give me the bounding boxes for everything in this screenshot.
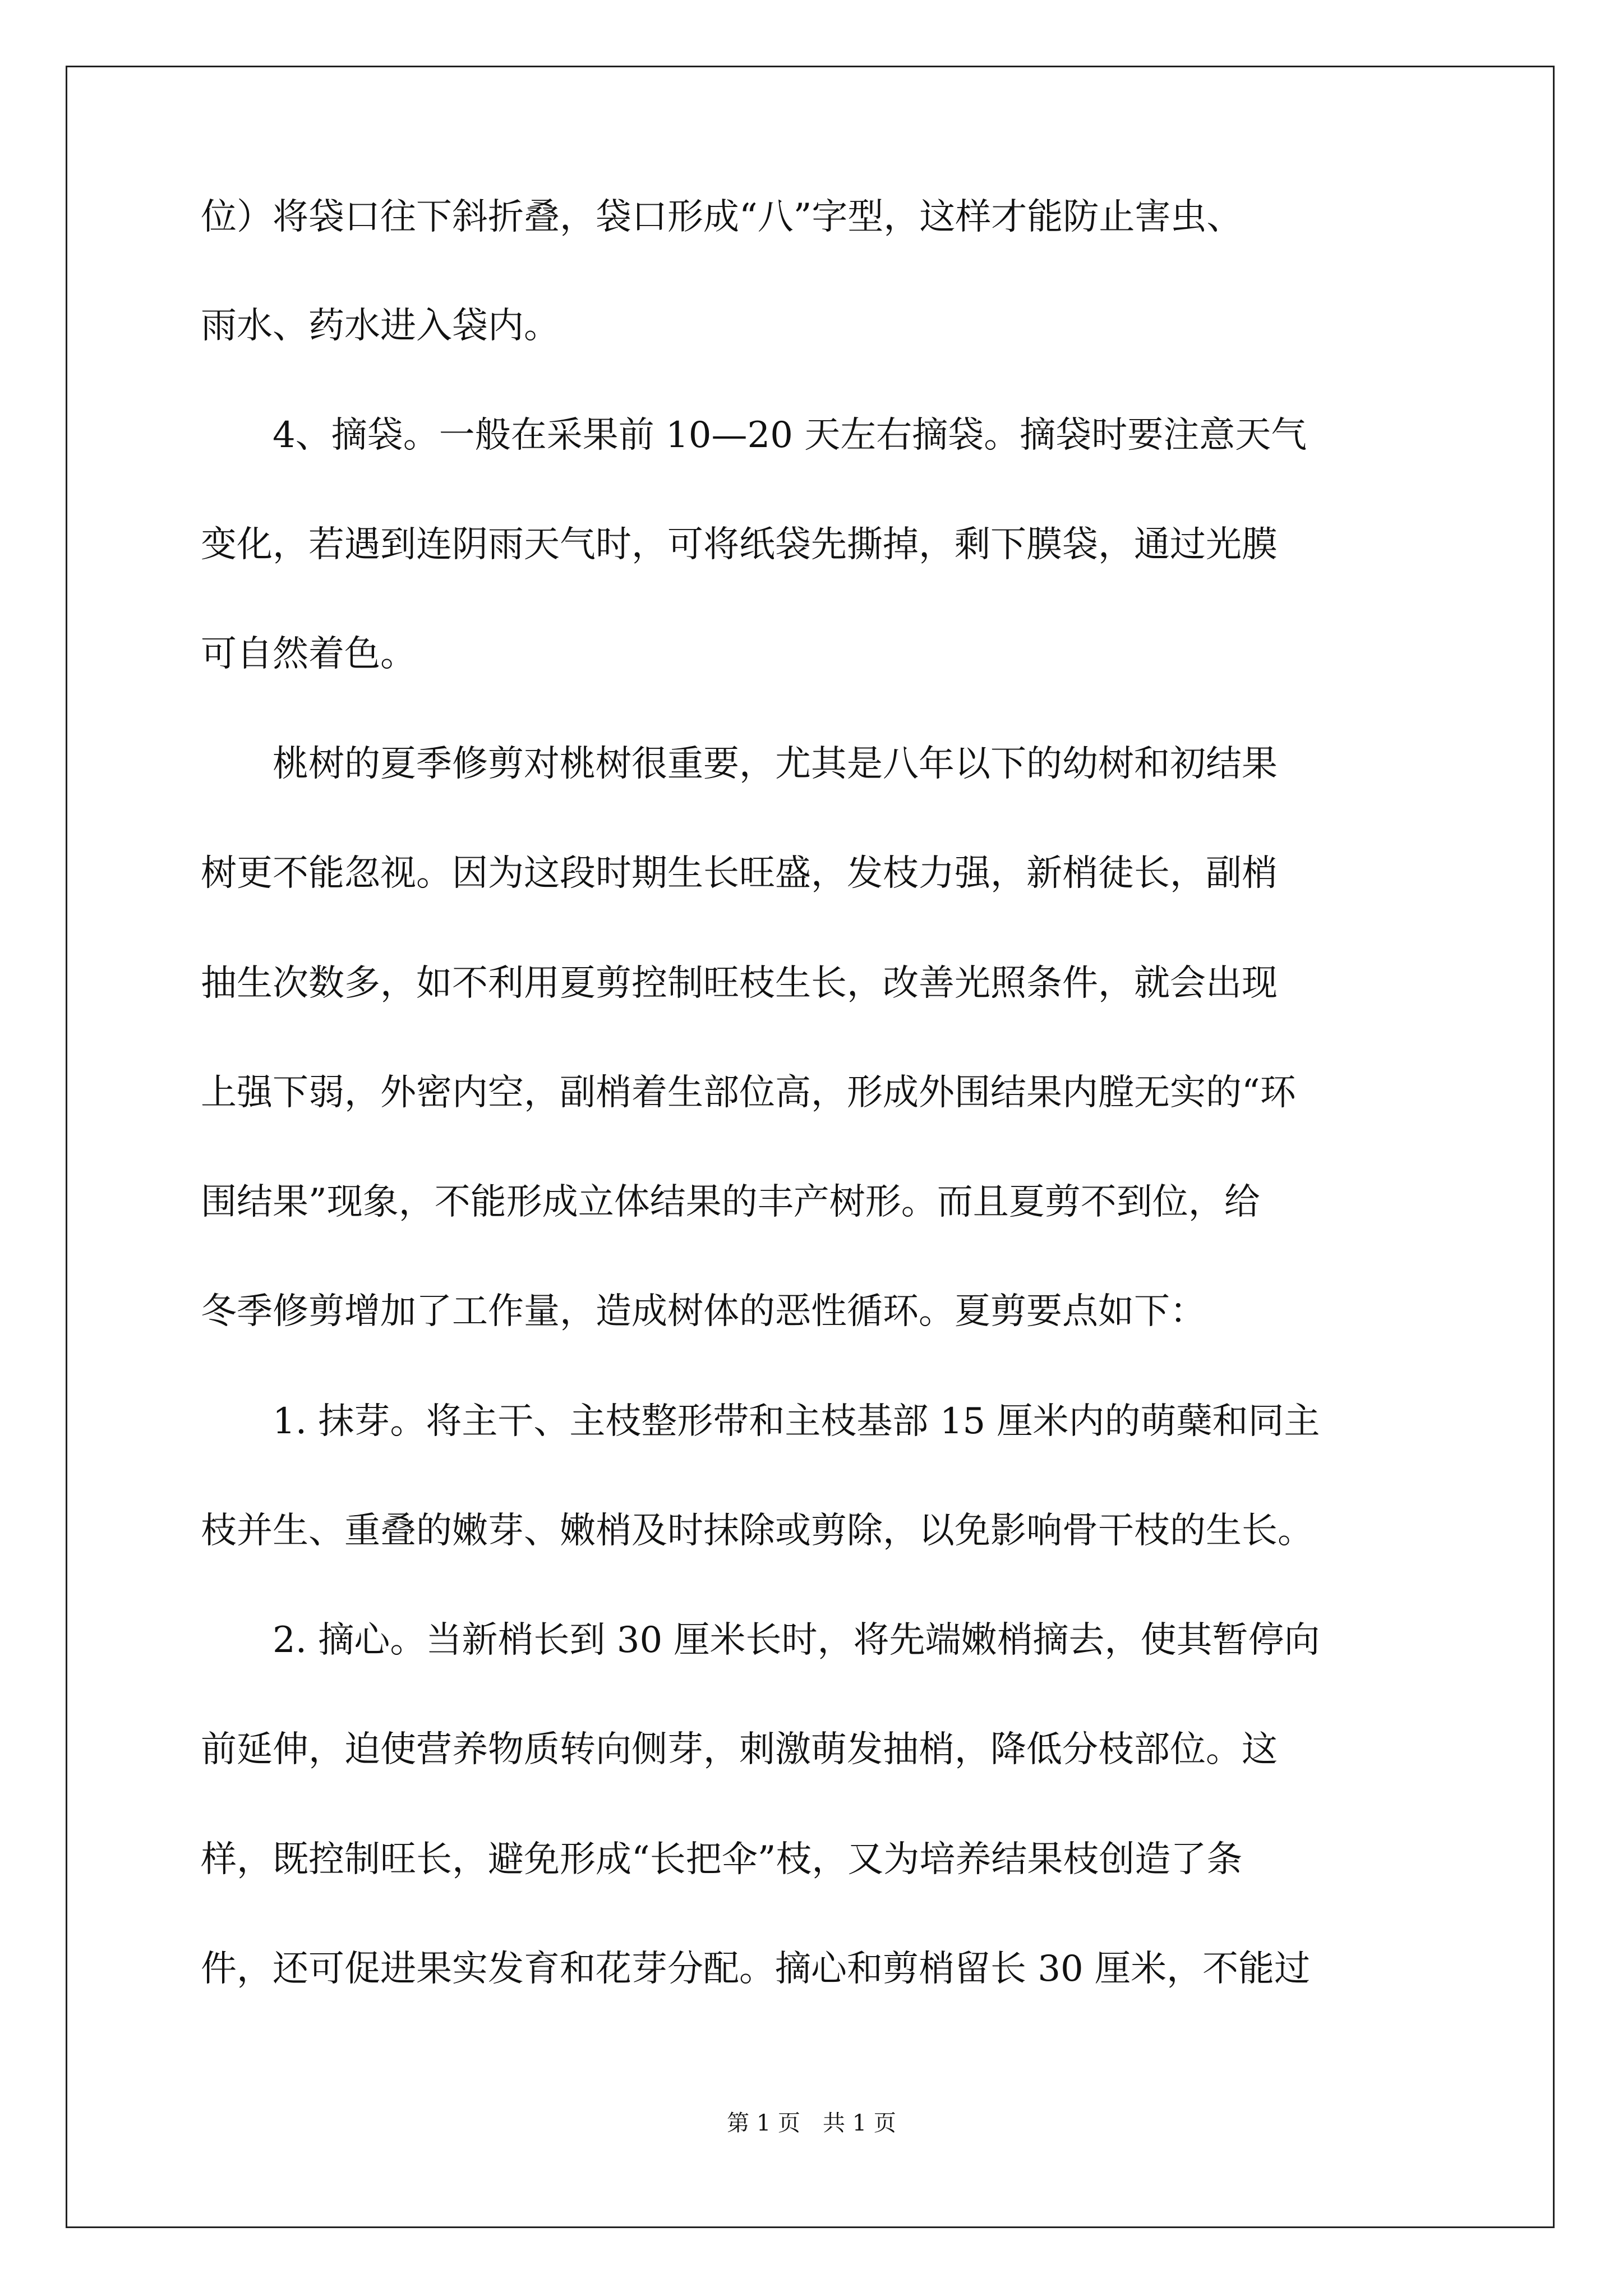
- page-border: [66, 66, 1555, 2228]
- text-line: 树更不能忽视。因为这段时期生长旺盛，发枝力强，新梢徒长，副梢: [201, 853, 1278, 894]
- text-line: 样，既控制旺长，避免形成“长把伞”枝，又为培养结果枝创造了条: [201, 1839, 1243, 1880]
- text-line: 变化，若遇到连阴雨天气时，可将纸袋先撕掉，剩下膜袋，通过光膜: [201, 524, 1278, 565]
- text-line: 枝并生、重叠的嫩芽、嫩梢及时抹除或剪除，以免影响骨干枝的生长。: [201, 1510, 1313, 1552]
- text-line: 抽生次数多，如不利用夏剪控制旺枝生长，改善光照条件，就会出现: [201, 963, 1278, 1004]
- text-line: 1. 抹芽。将主干、主枝整形带和主枝基部 15 厘米内的萌蘖和同主: [201, 1401, 1320, 1442]
- text-line: 件，还可促进果实发育和花芽分配。摘心和剪梢留长 30 厘米，不能过: [201, 1948, 1311, 1990]
- text-line: 位）将袋口往下斜折叠，袋口形成“八”字型，这样才能防止害虫、: [201, 196, 1243, 238]
- text-line: 可自然着色。: [201, 633, 416, 675]
- text-line: 2. 摘心。当新梢长到 30 厘米长时，将先端嫩梢摘去，使其暂停向: [201, 1619, 1320, 1661]
- text-line: 围结果”现象，不能形成立体结果的丰产树形。而且夏剪不到位，给: [201, 1181, 1260, 1223]
- text-line: 上强下弱，外密内空，副梢着生部位高，形成外围结果内膛无实的“环: [201, 1072, 1296, 1114]
- text-line: 冬季修剪增加了工作量，造成树体的恶性循环。夏剪要点如下：: [201, 1291, 1206, 1332]
- text-line: 前延伸，迫使营养物质转向侧芽，刺激萌发抽梢，降低分枝部位。这: [201, 1729, 1278, 1770]
- text-line: 雨水、药水进入袋内。: [201, 305, 560, 347]
- text-line: 桃树的夏季修剪对桃树很重要，尤其是八年以下的幼树和初结果: [201, 743, 1278, 785]
- page-number: 第 1 页 共 1 页: [727, 2110, 896, 2136]
- text-line: 4、摘袋。一般在采果前 10—20 天左右摘袋。摘袋时要注意天气: [201, 415, 1307, 456]
